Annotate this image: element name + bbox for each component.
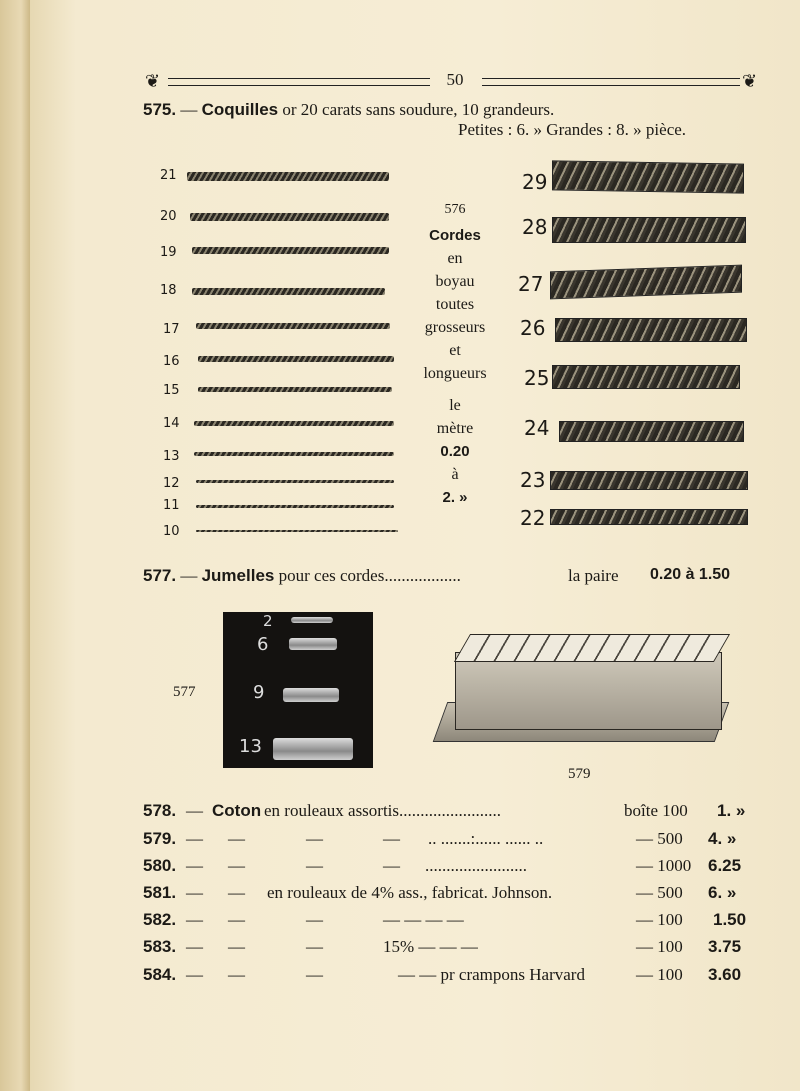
row-quantity: — 1000 [636,856,692,875]
table-row [143,937,760,959]
item-576-number: 576 [444,202,466,217]
item-576-price-to: 2. » [442,489,468,506]
jumelle-9 [283,688,339,702]
jumelle-label: 9 [253,682,265,703]
row-ditto: — [186,829,203,848]
string-12 [196,480,394,483]
string-21 [187,172,389,181]
item-575-title: Coquilles [201,100,279,119]
string-16 [198,356,394,362]
row-price: 6. » [708,883,737,902]
right-string-label: 26 [520,316,546,340]
item-577-number: 577. [143,566,177,585]
jumelle-2 [291,617,333,623]
string-23 [550,471,748,490]
left-string-label: 10 [163,524,180,539]
table-row [143,856,760,878]
string-14 [194,421,394,426]
row-number: 581. [143,883,177,902]
item-577-line [143,566,461,586]
row-ditto: — [228,856,245,875]
right-ornament-icon: ❦ [742,71,758,91]
row-ditto: 15% — — — [383,937,478,956]
row-ditto: — — — — [383,910,464,929]
item-576-title: Cordes [429,227,481,244]
item-575-prices: Petites : 6. » Grandes : 8. » pièce. [458,120,687,139]
right-string-label: 27 [518,272,544,296]
row-quantity: boîte 100 [624,801,688,820]
item-575-desc: or 20 carats sans soudure, 10 grandeurs. [282,100,555,119]
row-ditto: — [306,856,323,875]
jumelle-label: 2 [263,612,273,630]
left-string-label: 21 [160,168,177,183]
row-ditto: — [383,856,400,875]
row-desc: en rouleaux de 4% ass., fabricat. Johnson. [267,883,553,902]
string-29 [552,160,744,193]
row-number: 580. [143,856,177,875]
row-ditto: — [306,937,323,956]
right-string-label: 22 [520,506,546,530]
row-price: 4. » [708,829,737,848]
row-number: 578. [143,801,177,820]
table-row [143,910,760,932]
left-string-label: 17 [163,322,180,337]
item-575-dash: — [180,100,198,119]
item-577-unit: la paire [568,566,619,585]
left-string-label: 18 [160,283,177,298]
row-quantity: — 100 [636,937,683,956]
string-22 [550,509,748,525]
table-row [143,829,760,851]
item-576-price-from: 0.20 [440,443,470,460]
row-number: 584. [143,965,177,984]
row-quantity: — 100 [636,910,683,929]
row-desc: ........................ [425,856,527,875]
row-number: 579. [143,829,177,848]
row-ditto: — [228,910,245,929]
right-string-label: 23 [520,468,546,492]
row-ditto: — [228,937,245,956]
string-10 [196,530,398,532]
string-26 [555,318,747,342]
row-ditto: — [383,829,400,848]
header-rule-right [482,78,740,86]
item-576-line: en [447,250,463,267]
jumelle-13 [273,738,353,760]
row-desc: en rouleaux assortis........................ [264,801,502,820]
row-price: 1. » [717,801,746,820]
row-quantity: — 500 [636,829,683,848]
left-string-label: 14 [163,416,180,431]
row-ditto: — [186,910,203,929]
string-17 [196,323,390,329]
figure-579-caption: 579 [568,766,591,782]
row-ditto: — [186,801,203,820]
jumelle-label: 6 [257,634,269,655]
book-spine [0,0,30,1091]
row-desc: .. .......:...... ...... .. [428,829,544,848]
item-576-line: toutes [435,296,475,313]
left-string-label: 12 [163,476,180,491]
jumelles-photo [223,612,373,768]
row-price: 3.60 [708,965,742,984]
row-ditto: — [306,829,323,848]
row-ditto: — — pr crampons Harvard [398,965,585,984]
row-ditto: — [306,965,323,984]
item-576-line: boyau [435,273,475,290]
item-576-line: et [449,342,461,359]
row-ditto: — [228,829,245,848]
item-577-dash: — [180,566,198,585]
row-number: 582. [143,910,177,929]
row-title: Coton [212,801,262,820]
left-string-label: 20 [160,209,177,224]
string-25 [552,365,740,389]
page-number: 50 [446,70,464,89]
jumelle-6 [289,638,337,650]
item-576-line: grosseurs [424,319,486,336]
row-price: 1.50 [713,910,747,929]
table-row [143,965,760,987]
box-rolls [454,634,730,662]
left-string-label: 19 [160,245,177,260]
row-price: 6.25 [708,856,742,875]
row-ditto: — [228,883,245,902]
box-body [455,652,722,730]
left-string-label: 11 [163,498,180,513]
header-rule-left [168,78,430,86]
table-row [143,801,760,823]
string-28 [552,217,746,243]
row-quantity: — 100 [636,965,683,984]
row-number: 583. [143,937,177,956]
string-13 [194,452,394,456]
item-577-title: Jumelles [201,566,275,585]
row-ditto: — [186,937,203,956]
row-ditto: — [186,883,203,902]
left-ornament-icon: ❦ [145,71,161,91]
item-577-price: 0.20 à 1.50 [650,566,731,583]
string-24 [559,421,744,442]
right-string-label: 25 [524,366,550,390]
item-575-line1 [143,100,554,120]
jumelle-label: 13 [239,736,262,757]
item-575-number: 575. [143,100,177,119]
row-ditto: — [186,856,203,875]
string-18 [192,288,385,295]
item-576-line: mètre [436,420,474,437]
row-price: 3.75 [708,937,742,956]
row-ditto: — [228,965,245,984]
right-string-label: 29 [522,170,548,194]
left-string-label: 16 [163,354,180,369]
string-15 [198,387,392,392]
left-string-label: 13 [163,449,180,464]
item-576-line: longueurs [423,365,487,382]
string-20 [190,213,389,221]
item-576-line: à [451,466,459,483]
row-quantity: — 500 [636,883,683,902]
item-576-line: le [449,397,461,414]
string-11 [196,505,394,508]
right-string-label: 28 [522,215,548,239]
figure-577-caption: 577 [173,684,196,700]
item-577-desc: pour ces cordes.................. [278,566,461,585]
string-19 [192,247,389,254]
row-ditto: — [186,965,203,984]
left-string-label: 15 [163,383,180,398]
row-ditto: — [306,910,323,929]
table-row [143,883,760,905]
right-string-label: 24 [524,416,550,440]
